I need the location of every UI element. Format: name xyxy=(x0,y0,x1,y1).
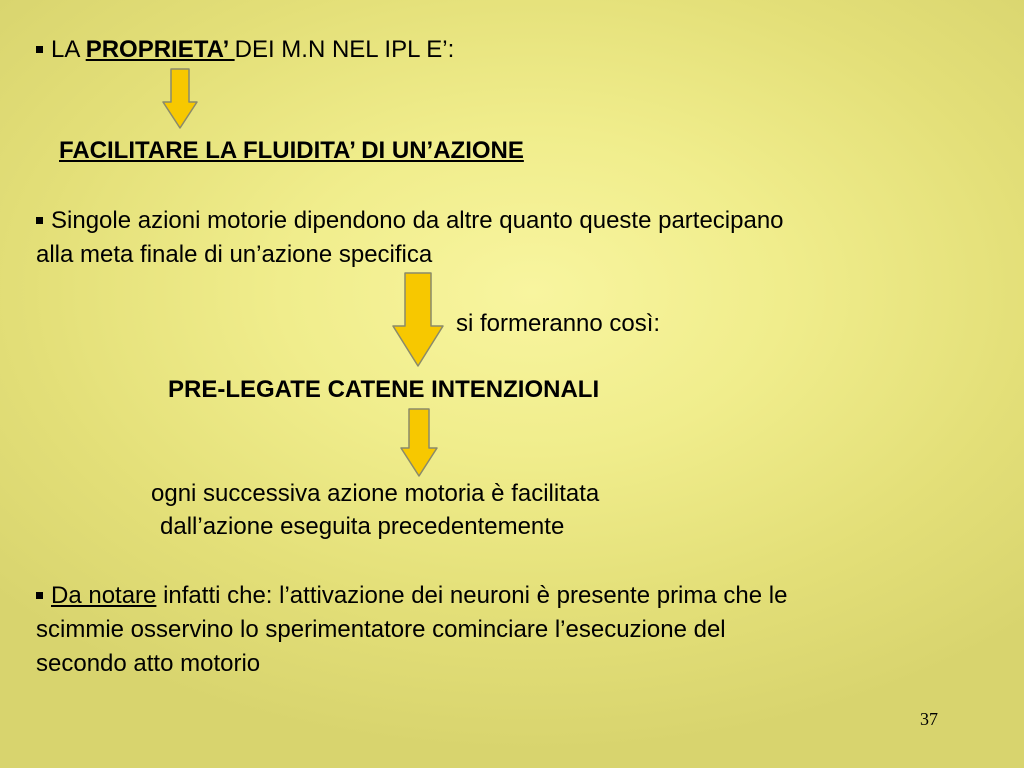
title-rest: DEI M.N NEL IPL E’: xyxy=(234,36,455,63)
paragraph-2-line-2: scimmie osservino lo sperimentatore cominciare l’esecuzione del xyxy=(36,616,726,643)
title-line xyxy=(36,33,454,67)
down-arrow-icon xyxy=(400,408,438,478)
paragraph-2-line-3: secondo atto motorio xyxy=(36,650,261,677)
paragraph-2-line-1 xyxy=(36,579,787,613)
square-bullet-icon xyxy=(36,46,43,53)
paragraph-1-line-2: alla meta finale di un’azione specifica xyxy=(36,241,433,268)
title-emphasis: PROPRIETA’ xyxy=(85,36,235,63)
title-prefix: LA xyxy=(51,36,86,63)
heading-facilitare: FACILITARE LA FLUIDITA’ DI UN’AZIONE xyxy=(59,137,524,164)
page-number: 37 xyxy=(920,709,938,729)
result-line-2: dall’azione eseguita precedentemente xyxy=(160,513,565,540)
square-bullet-icon xyxy=(36,217,43,224)
heading-catene: PRE-LEGATE CATENE INTENZIONALI xyxy=(168,376,600,403)
down-arrow-icon xyxy=(162,68,198,130)
paragraph-1-line-1 xyxy=(36,204,784,238)
paragraph-1-text-1: Singole azioni motorie dipendono da altre quanto queste partecipano xyxy=(51,207,784,234)
square-bullet-icon xyxy=(36,592,43,599)
paragraph-2-text-1: infatti che: l’attivazione dei neuroni è presente prima che le xyxy=(156,582,788,609)
arrow-caption: si formeranno così: xyxy=(456,310,661,337)
da-notare-label: Da notare xyxy=(51,582,157,609)
down-arrow-icon xyxy=(392,272,444,368)
result-line-1: ogni successiva azione motoria è facilitata xyxy=(151,480,600,507)
